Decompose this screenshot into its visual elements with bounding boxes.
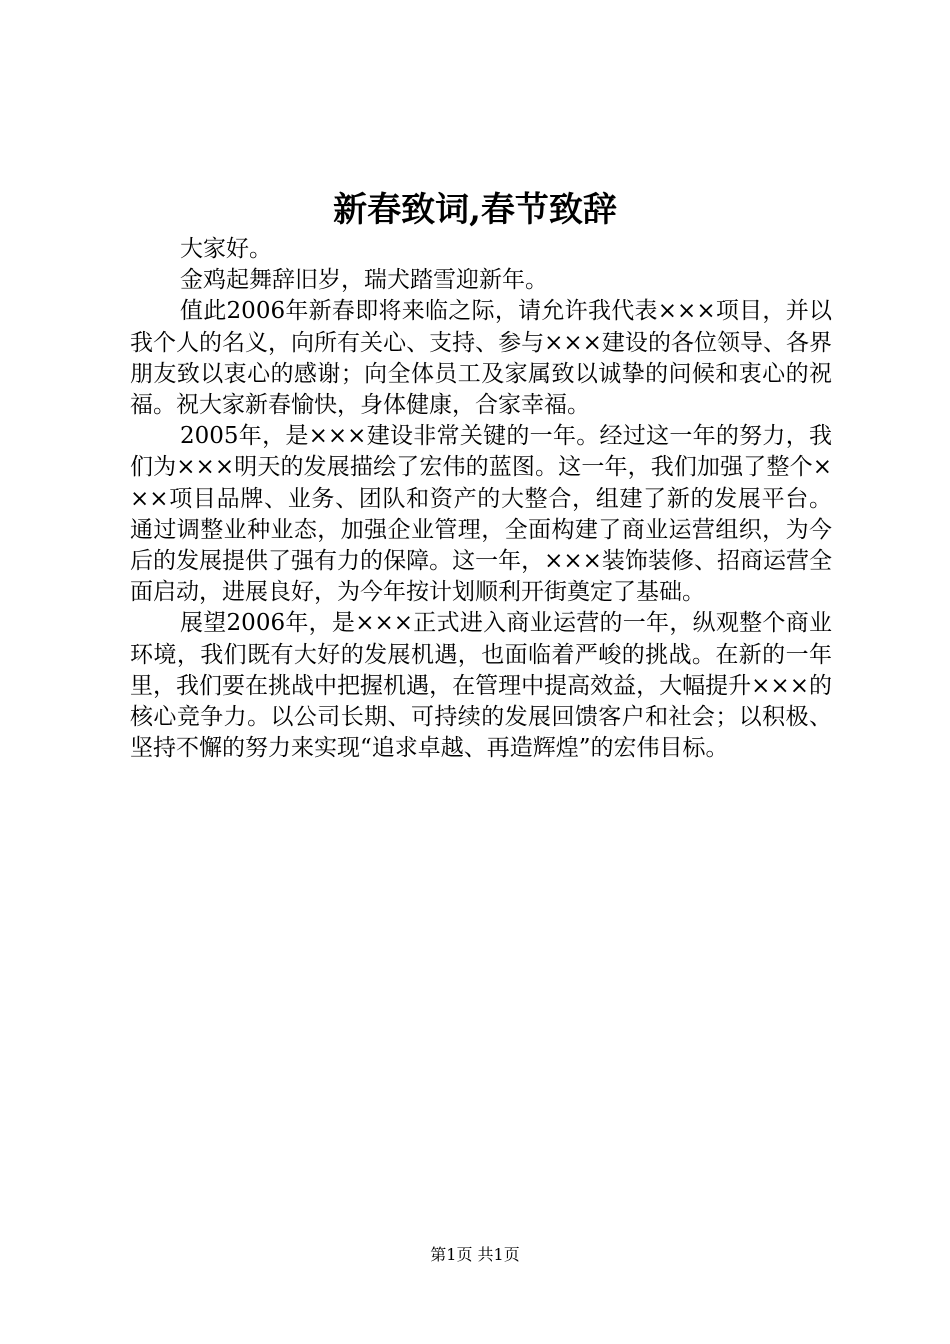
paragraph-couplet: 金鸡起舞辞旧岁，瑞犬踏雪迎新年。 bbox=[180, 267, 548, 294]
paragraph-thanks: 值此2006年新春即将来临之际，请允许我代表×××项目，并以我个人的名义，向所有关心、支持、参与×××建设的各位领导、各界朋友致以衷心的感谢；向全体员工及家属致以诚挚的问候和衷心的祝福。祝大家新春愉快，身体健康，合家幸福。 bbox=[130, 298, 832, 419]
paragraph-2005-review: 2005年，是×××建设非常关键的一年。经过这一年的努力，我们为×××明天的发展描绘了宏伟的蓝图。这一年，我们加强了整个×××项目品牌、业务、团队和资产的大整合，组建了新的发展平台。通过调整业种业态，加强企业管理，全面构建了商业运营组织，为今后的发展提供了强有力的保障。这一年，×××装饰装修、招商运营全面启动，进展良好，为今年按计划顺利开街奠定了基础。 bbox=[130, 423, 832, 606]
paragraph-greeting: 大家好。 bbox=[180, 236, 272, 262]
paragraph-2006-outlook: 展望2006年，是×××正式进入商业运营的一年，纵观整个商业环境，我们既有大好的发展机遇，也面临着严峻的挑战。在新的一年里，我们要在挑战中把握机遇，在管理中提高效益，大幅提升×××的核心竞争力。以公司长期、可持续的发展回馈客户和社会；以积极、坚持不懈的努力来实现“追求卓越、再造辉煌”的宏伟目标。 bbox=[130, 610, 832, 762]
document-title: 新春致词,春节致辞 bbox=[333, 190, 617, 230]
document-body bbox=[130, 234, 832, 764]
page-footer: 第1页 共1页 bbox=[430, 1245, 520, 1264]
